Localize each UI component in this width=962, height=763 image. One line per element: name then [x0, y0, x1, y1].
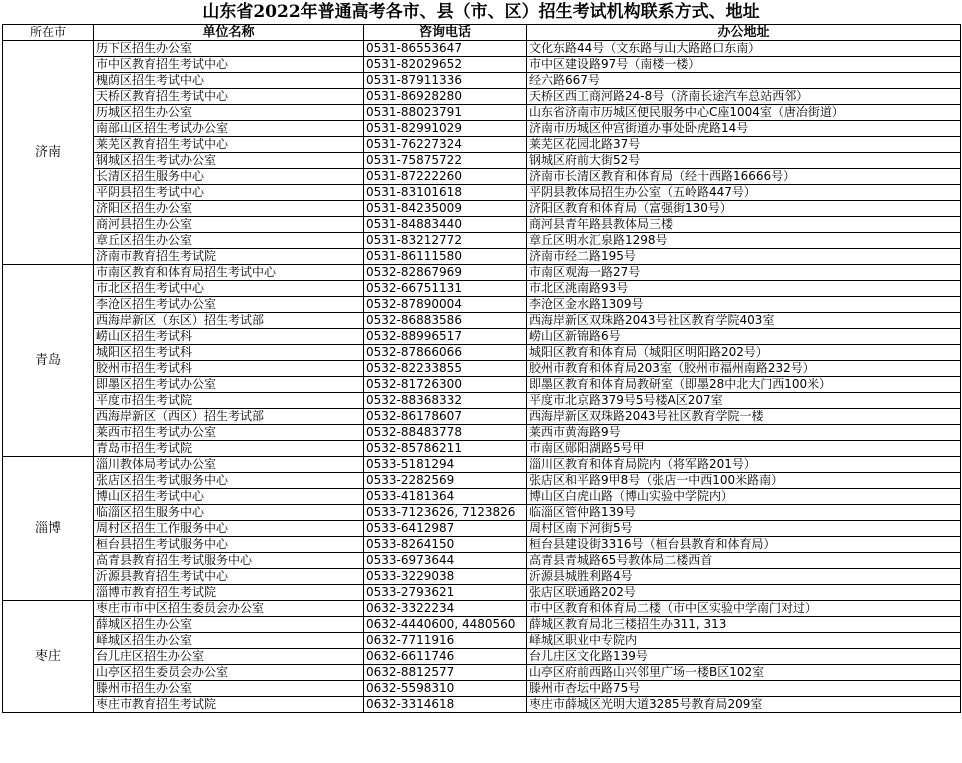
unit-cell: 枣庄市市中区招生委员会办公室: [94, 601, 364, 617]
phone-cell: 0632-7711916: [364, 633, 527, 649]
table-row: [3, 169, 961, 185]
unit-cell: 淄川教体局考试办公室: [94, 457, 364, 473]
phone-cell: 0532-82867969: [364, 265, 527, 281]
address-cell: 济南市历城区仲宫街道办事处卧虎路14号: [527, 121, 961, 137]
table-row: [3, 265, 961, 281]
phone-cell: 0632-3322234: [364, 601, 527, 617]
unit-cell: 滕州市招生办公室: [94, 681, 364, 697]
address-cell: 枣庄市薛城区光明大道3285号教育局209室: [527, 697, 961, 713]
address-cell: 滕州市杏坛中路75号: [527, 681, 961, 697]
unit-cell: 沂源县教育招生考试中心: [94, 569, 364, 585]
phone-cell: 0533-3229038: [364, 569, 527, 585]
address-cell: 商河县青年路县教体局三楼: [527, 217, 961, 233]
address-cell: 崂山区新锦路6号: [527, 329, 961, 345]
address-cell: 平阴县教体局招生办公室（五岭路447号）: [527, 185, 961, 201]
address-cell: 莱芜区花园北路37号: [527, 137, 961, 153]
address-cell: 钢城区府前大街52号: [527, 153, 961, 169]
unit-cell: 莱西市招生考试办公室: [94, 425, 364, 441]
address-cell: 济南市长清区教育和体育局（经十西路16666号）: [527, 169, 961, 185]
address-cell: 济南市经二路195号: [527, 249, 961, 265]
address-cell: 高青县青城路65号教体局二楼西首: [527, 553, 961, 569]
address-cell: 淄川区教育和体育局院内（将军路201号）: [527, 457, 961, 473]
unit-cell: 长清区招生服务中心: [94, 169, 364, 185]
unit-cell: 崂山区招生考试科: [94, 329, 364, 345]
table-row: [3, 617, 961, 633]
table-row: [3, 681, 961, 697]
address-cell: 市中区教育和体育局二楼（市中区实验中学南门对过）: [527, 601, 961, 617]
table-row: [3, 489, 961, 505]
phone-cell: 0532-82233855: [364, 361, 527, 377]
table-row: [3, 665, 961, 681]
phone-cell: 0632-4440600, 4480560: [364, 617, 527, 633]
unit-cell: 市中区教育招生考试中心: [94, 57, 364, 73]
phone-cell: 0531-86111580: [364, 249, 527, 265]
address-cell: 市南区郧阳湖路5号甲: [527, 441, 961, 457]
phone-cell: 0533-2282569: [364, 473, 527, 489]
table-row: [3, 57, 961, 73]
unit-cell: 天桥区教育招生考试中心: [94, 89, 364, 105]
phone-cell: 0531-87911336: [364, 73, 527, 89]
phone-cell: 0532-66751131: [364, 281, 527, 297]
phone-cell: 0532-88368332: [364, 393, 527, 409]
table-row: [3, 153, 961, 169]
table-row: [3, 233, 961, 249]
unit-cell: 峄城区招生办公室: [94, 633, 364, 649]
address-cell: 经六路667号: [527, 73, 961, 89]
unit-cell: 商河县招生办公室: [94, 217, 364, 233]
table-row: [3, 633, 961, 649]
address-cell: 桓台县建设街3316号（桓台县教育和体育局）: [527, 537, 961, 553]
unit-cell: 博山区招生考试中心: [94, 489, 364, 505]
phone-cell: 0531-75875722: [364, 153, 527, 169]
unit-cell: 胶州市招生考试科: [94, 361, 364, 377]
unit-cell: 平度市招生考试院: [94, 393, 364, 409]
address-cell: 李沧区金水路1309号: [527, 297, 961, 313]
unit-cell: 南部山区招生考试办公室: [94, 121, 364, 137]
address-cell: 天桥区西工商河路24-8号（济南长途汽车总站西邻）: [527, 89, 961, 105]
table-row: [3, 521, 961, 537]
phone-cell: 0531-86928280: [364, 89, 527, 105]
header-phone: 咨询电话: [364, 25, 527, 41]
table-body: [3, 41, 961, 713]
unit-cell: 济阳区招生办公室: [94, 201, 364, 217]
unit-cell: 桓台县招生考试服务中心: [94, 537, 364, 553]
phone-cell: 0531-83101618: [364, 185, 527, 201]
phone-cell: 0532-87866066: [364, 345, 527, 361]
address-cell: 平度市北京路379号5号楼A区207室: [527, 393, 961, 409]
contact-table: [2, 24, 961, 713]
unit-cell: 历下区招生办公室: [94, 41, 364, 57]
address-cell: 市南区观海一路27号: [527, 265, 961, 281]
address-cell: 沂源县城胜利路4号: [527, 569, 961, 585]
table-row: [3, 361, 961, 377]
table-row: [3, 585, 961, 601]
address-cell: 张店区联通路202号: [527, 585, 961, 601]
city-cell: 淄博: [3, 457, 94, 601]
unit-cell: 临淄区招生服务中心: [94, 505, 364, 521]
phone-cell: 0632-8812577: [364, 665, 527, 681]
phone-cell: 0532-81726300: [364, 377, 527, 393]
phone-cell: 0533-8264150: [364, 537, 527, 553]
unit-cell: 莱芜区教育招生考试中心: [94, 137, 364, 153]
phone-cell: 0531-88023791: [364, 105, 527, 121]
unit-cell: 周村区招生工作服务中心: [94, 521, 364, 537]
address-cell: 山亭区府前西路山兴邻里广场一楼B区102室: [527, 665, 961, 681]
phone-cell: 0632-5598310: [364, 681, 527, 697]
address-cell: 西海岸新区双珠路2043号社区教育学院403室: [527, 313, 961, 329]
unit-cell: 青岛市招生考试院: [94, 441, 364, 457]
phone-cell: 0531-84883440: [364, 217, 527, 233]
unit-cell: 淄博市教育招生考试院: [94, 585, 364, 601]
address-cell: 章丘区明水汇泉路1298号: [527, 233, 961, 249]
header-unit: 单位名称: [94, 25, 364, 41]
table-row: [3, 313, 961, 329]
phone-cell: 0531-76227324: [364, 137, 527, 153]
city-cell: 枣庄: [3, 601, 94, 713]
header-row: [3, 25, 961, 41]
table-row: [3, 201, 961, 217]
unit-cell: 城阳区招生考试科: [94, 345, 364, 361]
phone-cell: 0531-87222260: [364, 169, 527, 185]
table-row: [3, 105, 961, 121]
unit-cell: 钢城区招生考试办公室: [94, 153, 364, 169]
unit-cell: 枣庄市教育招生考试院: [94, 697, 364, 713]
table-row: [3, 601, 961, 617]
address-cell: 张店区和平路9甲8号（张店一中西100米路南）: [527, 473, 961, 489]
unit-cell: 台儿庄区招生办公室: [94, 649, 364, 665]
address-cell: 薛城区教育局北三楼招生办311, 313: [527, 617, 961, 633]
phone-cell: 0533-7123626, 7123826: [364, 505, 527, 521]
city-cell: 济南: [3, 41, 94, 265]
phone-cell: 0531-83212772: [364, 233, 527, 249]
phone-cell: 0532-86178607: [364, 409, 527, 425]
unit-cell: 历城区招生办公室: [94, 105, 364, 121]
address-cell: 莱西市黄海路9号: [527, 425, 961, 441]
table-row: [3, 409, 961, 425]
address-cell: 城阳区教育和体育局（城阳区明阳路202号）: [527, 345, 961, 361]
table-row: [3, 537, 961, 553]
phone-cell: 0533-5181294: [364, 457, 527, 473]
address-cell: 市北区洮南路93号: [527, 281, 961, 297]
address-cell: 峄城区职业中专院内: [527, 633, 961, 649]
page-title: 山东省2022年普通高考各市、县（市、区）招生考试机构联系方式、地址: [202, 2, 760, 22]
table-row: [3, 505, 961, 521]
table-row: [3, 553, 961, 569]
phone-cell: 0531-82029652: [364, 57, 527, 73]
table-row: [3, 393, 961, 409]
unit-cell: 平阴县招生考试中心: [94, 185, 364, 201]
unit-cell: 山亭区招生委员会办公室: [94, 665, 364, 681]
address-cell: 西海岸新区双珠路2043号社区教育学院一楼: [527, 409, 961, 425]
header-address: 办公地址: [527, 25, 961, 41]
table-row: [3, 41, 961, 57]
unit-cell: 高青县教育招生考试服务中心: [94, 553, 364, 569]
phone-cell: 0532-88483778: [364, 425, 527, 441]
address-cell: 即墨区教育和体育局教研室（即墨28中北大门西100米）: [527, 377, 961, 393]
table-row: [3, 425, 961, 441]
table-row: [3, 377, 961, 393]
table-row: [3, 121, 961, 137]
table-row: [3, 217, 961, 233]
unit-cell: 市南区教育和体育局招生考试中心: [94, 265, 364, 281]
unit-cell: 西海岸新区（西区）招生考试部: [94, 409, 364, 425]
address-cell: 临淄区管仲路139号: [527, 505, 961, 521]
unit-cell: 槐荫区招生考试中心: [94, 73, 364, 89]
address-cell: 博山区白虎山路（博山实验中学院内）: [527, 489, 961, 505]
table-row: [3, 697, 961, 713]
unit-cell: 市北区招生考试中心: [94, 281, 364, 297]
unit-cell: 即墨区招生考试办公室: [94, 377, 364, 393]
phone-cell: 0533-6973644: [364, 553, 527, 569]
unit-cell: 章丘区招生办公室: [94, 233, 364, 249]
table-row: [3, 457, 961, 473]
phone-cell: 0531-82991029: [364, 121, 527, 137]
phone-cell: 0532-87890004: [364, 297, 527, 313]
table-row: [3, 297, 961, 313]
table-row: [3, 73, 961, 89]
phone-cell: 0533-4181364: [364, 489, 527, 505]
city-cell: 青岛: [3, 265, 94, 457]
address-cell: 山东省济南市历城区便民服务中心C座1004室（唐冶街道）: [527, 105, 961, 121]
table-row: [3, 89, 961, 105]
phone-cell: 0531-84235009: [364, 201, 527, 217]
unit-cell: 李沧区招生考试办公室: [94, 297, 364, 313]
table-row: [3, 249, 961, 265]
phone-cell: 0532-86883586: [364, 313, 527, 329]
table-row: [3, 281, 961, 297]
phone-cell: 0532-88996517: [364, 329, 527, 345]
address-cell: 市中区建设路97号（南楼一楼）: [527, 57, 961, 73]
table-row: [3, 137, 961, 153]
address-cell: 济阳区教育和体育局（富强街130号）: [527, 201, 961, 217]
phone-cell: 0632-6611746: [364, 649, 527, 665]
table-row: [3, 473, 961, 489]
address-cell: 台儿庄区文化路139号: [527, 649, 961, 665]
address-cell: 胶州市教育和体育局203室（胶州市福州南路232号）: [527, 361, 961, 377]
header-city: 所在市: [3, 25, 94, 41]
phone-cell: 0632-3314618: [364, 697, 527, 713]
table-row: [3, 185, 961, 201]
table-row: [3, 569, 961, 585]
table-row: [3, 345, 961, 361]
unit-cell: 济南市教育招生考试院: [94, 249, 364, 265]
unit-cell: 西海岸新区（东区）招生考试部: [94, 313, 364, 329]
phone-cell: 0532-85786211: [364, 441, 527, 457]
address-cell: 文化东路44号（文东路与山大路路口东南）: [527, 41, 961, 57]
phone-cell: 0531-86553647: [364, 41, 527, 57]
phone-cell: 0533-6412987: [364, 521, 527, 537]
table-row: [3, 649, 961, 665]
unit-cell: 薛城区招生办公室: [94, 617, 364, 633]
table-row: [3, 329, 961, 345]
address-cell: 周村区南下河街5号: [527, 521, 961, 537]
unit-cell: 张店区招生考试服务中心: [94, 473, 364, 489]
phone-cell: 0533-2793621: [364, 585, 527, 601]
table-row: [3, 441, 961, 457]
